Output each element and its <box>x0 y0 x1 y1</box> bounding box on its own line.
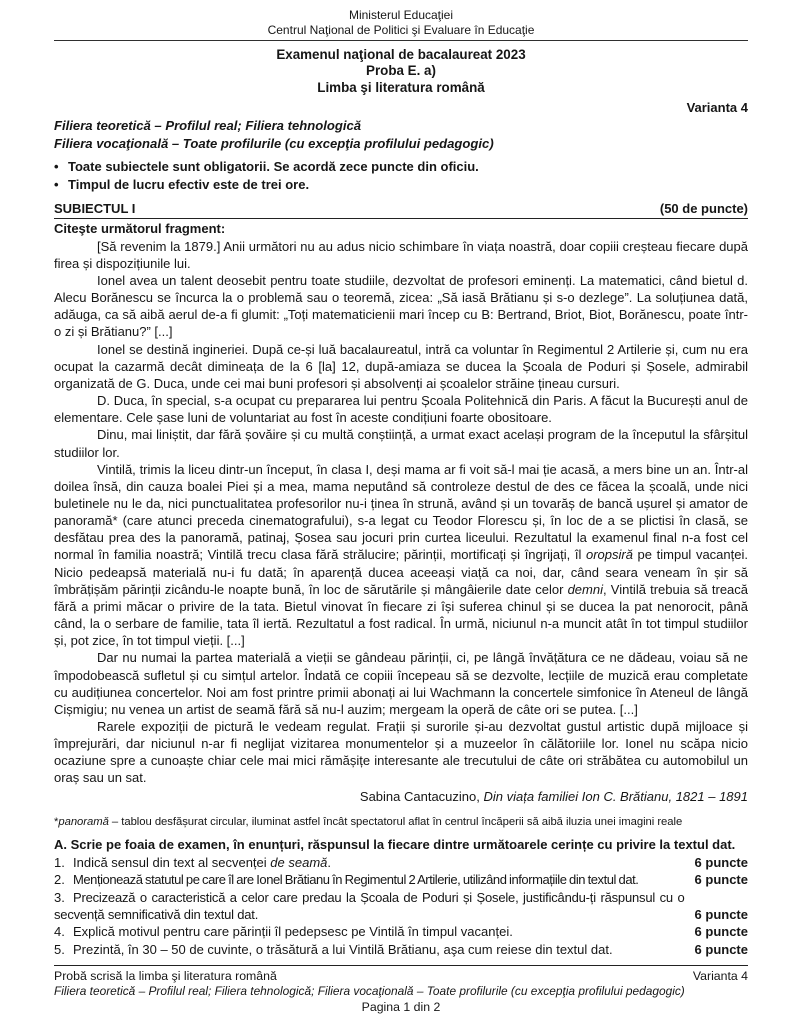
question-points: 6 puncte <box>694 872 748 888</box>
fragment-paragraph: D. Duca, în special, s-a ocupat cu prepararea lui pentru Școala Politehnică din Paris. A făcut la București anul de elementare. Cele șase luni de voluntariat au fost în aceste condițiuni foarte obositoare. <box>54 393 748 426</box>
bullet-icon: • <box>54 177 59 193</box>
instructions-list <box>54 158 748 194</box>
question-number: 3. <box>54 889 65 905</box>
footer-variant: Varianta 4 <box>692 968 748 983</box>
document-header <box>54 8 748 41</box>
instruction-item <box>54 158 748 176</box>
questions-list <box>54 854 748 958</box>
footer-page-number: Pagina 1 din 2 <box>361 1000 441 1015</box>
question-body <box>54 871 695 888</box>
variant-label: Varianta 4 <box>686 100 748 116</box>
question-number: 5. <box>54 941 65 957</box>
footer-row <box>54 969 748 985</box>
subiect-title: SUBIECTUL I <box>54 201 136 217</box>
center-line: Centrul Naţional de Politici şi Evaluare în Educaţie <box>267 22 535 37</box>
question-item-3 <box>54 889 748 924</box>
fragment-paragraph: Vintilă, trimis la liceu dintr-un început, în clasa I, deși mama ar fi voit să-l mai ție acasă, a mers bine un an. Într-al doilea însă, din cauza boalei Piei și a mea, mama neputând să controleze destul de des ce făcea la școală, unde nici buletinele nu le da, nici punctualitatea profesorilor nu-i ținea în strună, având și un tovarăș de bancă ușurel și amator de panoramă* (care atunci preceda cinematografului), s-a legat cu Teodor Florescu și, în loc de a se plictisi în clasă, se desfătau prea des la panoramă, patinaj, Șosea sau jocuri prin curtea liceului. Rezultatul la examenul final n-a fost cel normal în familia noastră; Vintilă trecu clasa fără strălucire; părinții, mortificați și îngrijați, îl oropsiră pe timpul vacanței. Nicio pedeapsă materială nu-i fu dată; în aparență ducea aceeași viață ca noi, dar, când seara veneam în șir să îmbrățișăm părinții zicându-le noapte bună, în loc de sărutările și mângâierile date celor demni, Vintilă trebuia să treacă fără a primi măcar o privire de la tata. Bietul vinovat în fiecare zi își suferea chinul și se ducea la pat nenorocit, până când, la o serbare de familie, tata îl iertă. Rezultatul a fost radical. În urmă, niciunul n-a muncit atât în tot timpul studiilor și, pot zice, în tot timpul vieții. [...] <box>54 461 749 649</box>
fragment-paragraph: Ionel se destină ingineriei. După ce-și luă bacalaureatul, intră ca voluntar în Regimentul 2 Artilerie și, cum nu era ocupat la cazarmă decât dimineața de la 6 [la] 12, după-amiaza se ducea la Școala de Poduri și Șosele, admirabil organizată de G. Duca, unde cei mai buni profesori și absolvenți ai școalelor străine țineau cursuri. <box>54 341 748 391</box>
ministry-line: Ministerul Educaţiei <box>348 8 454 22</box>
footer-filiera: Filiera teoretică – Profilul real; Filiera tehnologică; Filiera vocaţională – Toate profilurile (cu excepţia profilului pedagogic) <box>54 984 685 999</box>
title-block <box>54 47 748 96</box>
fragment-paragraph: [Să revenim la 1879.] Anii următori nu au adus nicio schimbare în viața noastră, doar copiii creșteau fiecare după firea și dispozițiunile lui. <box>54 238 748 271</box>
question-item-4 <box>54 923 748 940</box>
subiect-header <box>54 201 748 219</box>
question-text: Explică motivul pentru care părinții îl pedepsesc pe Vintilă în timpul vacanței. <box>73 924 513 940</box>
proba-label: Proba E. a) <box>366 63 436 79</box>
question-body <box>54 854 695 871</box>
question-text: Indică sensul din text al secvenței de seamă. <box>73 855 331 871</box>
section-a-heading: A. Scrie pe foaia de examen, în enunțuri, răspunsul la fiecare dintre următoarele cerințe cu privire la textul dat. <box>54 836 736 852</box>
question-points: 6 puncte <box>694 906 748 922</box>
question-item-2 <box>54 871 748 888</box>
footnote: *panoramă – tablou desfășurat circular, iluminat astfel încât spectatorul aflat în centrul încăperii să aibă iluzia unei imagini reale <box>54 815 683 828</box>
question-text: Prezintă, în 30 – 50 de cuvinte, o trăsătură a lui Vintilă Brătianu, aşa cum reiese din textul dat. <box>73 941 613 957</box>
fragment-paragraph: Dar nu numai la partea materială a vieții se gândeau părinții, ci, pe lângă învățătura ce ne dădeau, voiau să ne împodobească sufletul și cu simțul artelor. Îndată ce copiii începeau să se dezvolte, lecțiile de muzică erau completate cu audițiunea concertelor. Noi am fost printre primii abonați ai lui Wachmann la concertele simfonice în Ateneul de lângă Cișmigiu; nu venea un artist de seamă fără să nu-l auzim; mergeam la operă de câte ori se putea. [...] <box>54 650 748 717</box>
filiera-block <box>54 117 748 152</box>
document-footer <box>54 965 748 1016</box>
question-item-5 <box>54 941 748 958</box>
question-item-1 <box>54 854 748 871</box>
question-text: Menționează statutul pe care îl are Ionel Brătianu în Regimentul 2 Artilerie, utilizând informațiile din textul dat. <box>73 872 639 888</box>
question-body <box>54 923 695 940</box>
filiera-line-2: Filiera vocaţională – Toate profilurile (cu excepţia profilului pedagogic) <box>54 135 494 151</box>
subject-label: Limba şi literatura română <box>317 79 485 95</box>
question-text: Precizează o caracteristică a celor care predau la Școala de Poduri și Șosele, justificându-ți răspunsul cu o secvență semnificativă din textul dat. <box>54 889 685 922</box>
question-points: 6 puncte <box>694 941 748 957</box>
instruction-text: Toate subiectele sunt obligatorii. Se acordă zece puncte din oficiu. <box>68 159 479 175</box>
question-points: 6 puncte <box>694 855 748 871</box>
footer-proba: Probă scrisă la limba şi literatura română <box>54 968 277 983</box>
header-rule <box>54 40 748 41</box>
question-number: 4. <box>54 924 65 940</box>
bullet-icon: • <box>54 159 59 175</box>
instruction-text: Timpul de lucru efectiv este de trei ore. <box>68 177 310 193</box>
fragment-paragraph: Dinu, mai liniștit, dar fără șovăire și cu multă conștiință, a urmat exact același program de la începutul la sfârșitul studiilor lor. <box>54 427 748 460</box>
subiect-points: (50 de puncte) <box>659 201 748 217</box>
fragment-text <box>54 238 748 787</box>
question-number: 2. <box>54 872 65 888</box>
fragment-intro: Citeşte următorul fragment: <box>54 221 226 237</box>
fragment-paragraph: Ionel avea un talent deosebit pentru toate studiile, dezvoltat de profesori eminenți. La matematici, când bietul d. Alecu Borănescu se încurca la o problemă sau o teoremă, zicea: „Să iasă Brătianu și s-o dezlege”. La soluțiunea dată, adăuga, ca să aibă aerul de-a fi glumit: „Toți matematicienii mari încep cu B: Bertrand, Briot, Biot, Borănescu, poate într-o zi și Brătianu?” [...] <box>54 272 748 340</box>
question-points: 6 puncte <box>694 924 748 940</box>
question-body <box>54 889 695 924</box>
question-number: 1. <box>54 855 65 871</box>
fragment-paragraph: Rarele expoziții de pictură le vedeam regulat. Frații și surorile și-au dezvoltat gustul artistic după mijloace și împrejurări, dar niciunul n-ar fi neglijat vizitarea monumentelor și a muzeelor în călătoriile lor. Ionel nu scăpa nicio ocaziune spre a cunoaște chiar cele mai mici rămășițe interesante ale trecutului de câte ori străbătea cu automobilul un oraș sau un sat. <box>54 719 748 786</box>
instruction-item <box>54 176 748 194</box>
question-body <box>54 941 695 958</box>
exam-title: Examenul naţional de bacalaureat 2023 <box>276 47 526 62</box>
attribution: Sabina Cantacuzino, Din viața familiei Ion C. Brătianu, 1821 – 1891 <box>359 788 748 804</box>
filiera-line-1: Filiera teoretică – Profilul real; Filiera tehnologică <box>54 118 362 134</box>
